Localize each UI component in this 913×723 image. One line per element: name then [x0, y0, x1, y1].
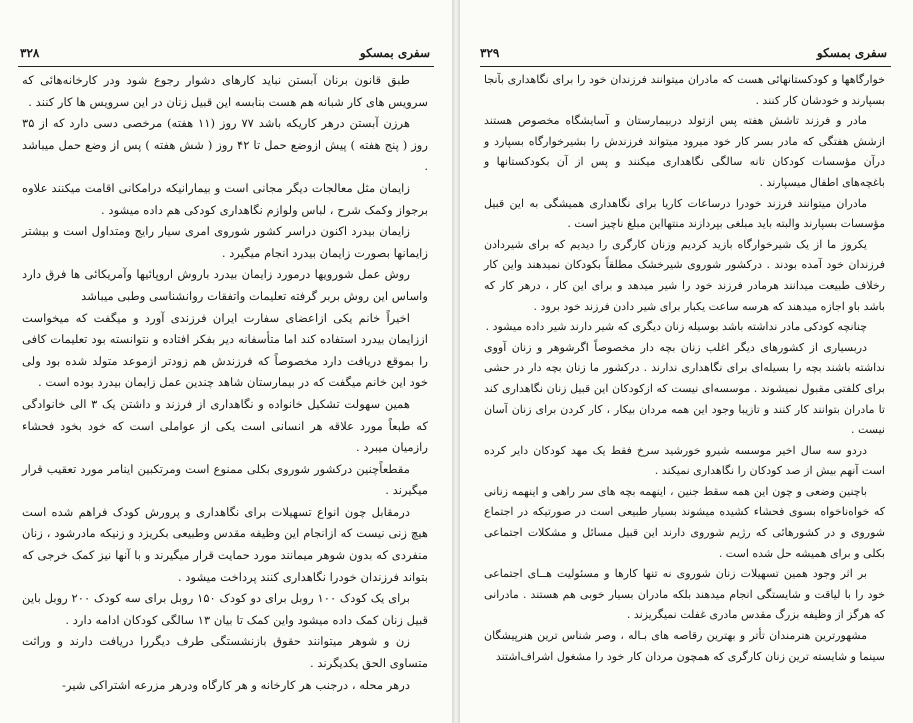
left-page-header — [20, 46, 430, 64]
paragraph: درمقابل چون انواع تسهیلات برای نگاهداری و پرورش کودک فراهم شده است هیچ زنی نیست که ازانجام این وظیفه مقدس وطبیعی بکریزد و زنیکه مادرشود ، زنان منفردی که بدون شوهر میمانند مورد حمایت قرار میگیرند و با آنها نیز کمک خرجی که بتواند فرزندان خودرا نگاهداری کنند پرداخت میشود . — [22, 504, 428, 584]
paragraph: دربسیاری از کشورهای دیگر اغلب زنان بچه دار مخصوصاً اگرشوهر و زنان آووی نداشته باشند بچه را بسیله‌ای برای نگاهداری ندارند . درکشور ما زنان بچه دار در حشی برای کلفتی مقبول نمیشوند . موسسه‌ای نیست که ازکودکان این قبیل زنان نگاهداری کند تا مادران بتوانند کار کنند و تازیبا وجود این همه مردان بیکار ، کار کردن برای زنان آسان نیست . — [484, 340, 885, 437]
paragraph: طبق قانون برنان آبستن نباید کارهای دشوار رجوع شود ودر کارخانه‌هائی که سرویس های کار شبانه هم هست بنابسه این قبیل زنان در این سرویس ها کار کنند . — [22, 73, 428, 109]
paragraph: مادران میتوانند فرزند خودرا درساعات کاریا برای نگاهداری همیشگی به این قبیل مؤسسات بسپارند والبته باید مبلغی بپردازند منتهااین مبلغ ناچیز است . — [484, 196, 885, 231]
right-running-title: سفری بمسکو — [816, 46, 887, 60]
paragraph: هرزن آبستن درهر کاریکه باشد ۷۷ روز (۱۱ هفته) مرخصی دسی دارد که از ۳۵ روز ( پنج هفته ) پیش ازوضع حمل تا ۴۲ روز ( شش هفته ) پس از وضع حمل میباشد . — [22, 116, 428, 174]
paragraph: باچنین وضعی و چون این همه سقط جنین ، اینهمه بچه های سر راهی و اینهمه زنانی که خواه‌ناخواه بسوی فحشاء کشیده میشوند بسیار طبیعی است در صورتیکه در اجتماع شوروی و در کشورهائی که رژیم شوروی دارند این قبیل مسائل و مشکلات اجتماعی بکلی و برای همیشه حل شده است . — [484, 484, 885, 560]
right-page-body — [484, 70, 885, 721]
paragraph: اخیراً خانم یکی ازاعضای سفارت ایران فرزندی آورد و میگفت که میخواست اززایمان بیدرد استفاده کند اما متأسفانه دیر بفکر افتاده و نتوانسته بود تعلیمات کافی را بموقع دریافت دارد مخصوصاً که فرزندش هم زودتر ازموعد متولد شده بود ولی خود این خانم میگفت که در بیمارستان شاهد چندین عمل زایمان بیدرد بوده است . — [22, 310, 428, 390]
left-page-body — [22, 70, 428, 721]
paragraph: چنانچه کودکی مادر نداشته باشد بوسیله زنان دیگری که شیر دارند شیر داده میشود . — [485, 320, 867, 334]
paragraph: بر اثر وجود همین تسهیلات زنان شوروی نه تنها کارها و مسئولیت هــای اجتماعی خود را با لیاقت و شایستگی انجام میدهند بلکه مادران بسیار خوبی هم هستند . مادرانی که هرگز از وظیفه بزرگ مقدس مادری غفلت نمیگریزند . — [484, 567, 885, 622]
paragraph: درهر محله ، درجنب هر کارخانه و هر کارگاه ودرهر مزرعه اشتراکی شیر- — [62, 677, 410, 692]
paragraph: مقطعاًچنین درکشور شوروی بکلی ممنوع است ومرتکبین اینامر مورد تعقیب قرار میگیرند . — [22, 461, 428, 498]
paragraph: زایمان مثل معالجات دیگر مجانی است و بیمارانیکه درامکانی اقامت میکنند علاوه برجواز وکمک شرح ، لباس ولوازم نگاهداری کودکی هم داده میشود . — [22, 180, 428, 217]
paragraph: برای یک کودک ۱۰۰ روبل برای دو کودک ۱۵۰ روبل برای سه کودک ۲۰۰ روبل باین قبیل زنان کمک داده میشود واین کمک تا بیان ۱۳ سالگی کودکان ادامه دارد . — [22, 591, 428, 627]
book-gutter — [452, 0, 460, 723]
paragraph: همین سهولت تشکیل خانواده و نگاهداری از فرزند و داشتن یک ۳ الی خانوادگی که طبعاً مورد علاقه هر انسانی است یکی از عواملی است که خود بخود فحشاء رازمیان میبرد . — [22, 396, 428, 455]
left-running-title: سفری بمسکو — [359, 46, 430, 60]
paragraph: مشهورترین هنرمندان تأتر و بهترین رقاصه های بـاله ، وصر شناس ترین هنرپیشگان سینما و شایسته ترین زنان کارگری که همچون مردان کار خود را مشغول اشراف‌اشتند — [484, 629, 885, 663]
right-page-header — [480, 46, 887, 64]
paragraph: خوارگاهها و کودکستانهائی هست که مادران میتوانند فرزندان خود را برای نگاهداری بآنجا بسپارند و خودشان کار کنند . — [484, 73, 885, 107]
paragraph: روش عمل شورویها درمورد زایمان بیدرد باروش اروپائیها وآمریکائی ها فرق دارد واساس این روش بربر گرفته تعلیمات واتفقات روانشناسی وطبی میباشد — [22, 267, 428, 303]
paragraph: زن و شوهر میتوانند حقوق بازنشستگی طرف دیگررا دریافت دارند و وراثت متساوی الحق یکدیگرند . — [22, 634, 428, 671]
paragraph: یکروز ما از یک شیرخوارگاه بازید کردیم وزنان کارگری را دیدیم که برای شیردادن فرزندان خود آمده بودند . درکشور شوروی شیرخشک مطلقاً بکودکان نمیدهند واین کار رخلاف طبیعت میدانند هرمادر فرزند خود را شیر میدهد و برای این کار ، درهر کار که باشد باو اجازه میدهند که هرسه ساعت یکبار برای شیر دادن فرزند خود برود . — [484, 237, 885, 313]
right-page-number: ۳۲۹ — [480, 46, 500, 60]
paragraph: دردو سه سال اخیر موسسه شیرو خورشید سرخ فقط یک مهد کودکان دایر کرده است آنهم بیش از صد کودکان را نگاهداری نمیکند . — [484, 443, 885, 478]
right-page — [460, 0, 913, 723]
right-header-rule — [480, 66, 891, 67]
left-page-number: ۳۲۸ — [20, 46, 40, 60]
paragraph: مادر و فرزند تاشش هفته پس ازتولد دربیمارستان و آسایشگاه مخصوص هستند ازشش هفتگی که مادر بسر کار خود میرود میتواند فرزندش را بشیرخوارگاه بسپارد و درآن مؤسسات کودکان تانه سالگی نگاهداری میکنند و پس از آن بکودکستانها و باغچه‌های اطفال میسپارند . — [484, 114, 885, 189]
left-page — [0, 0, 452, 723]
left-header-rule — [18, 66, 434, 67]
paragraph: زایمان بیدرد اکنون دراسر کشور شوروی امری سیار رایج ومتداول است و بیشتر زایمانها بصورت زایمان بیدرد انجام میگیرد . — [22, 224, 428, 260]
